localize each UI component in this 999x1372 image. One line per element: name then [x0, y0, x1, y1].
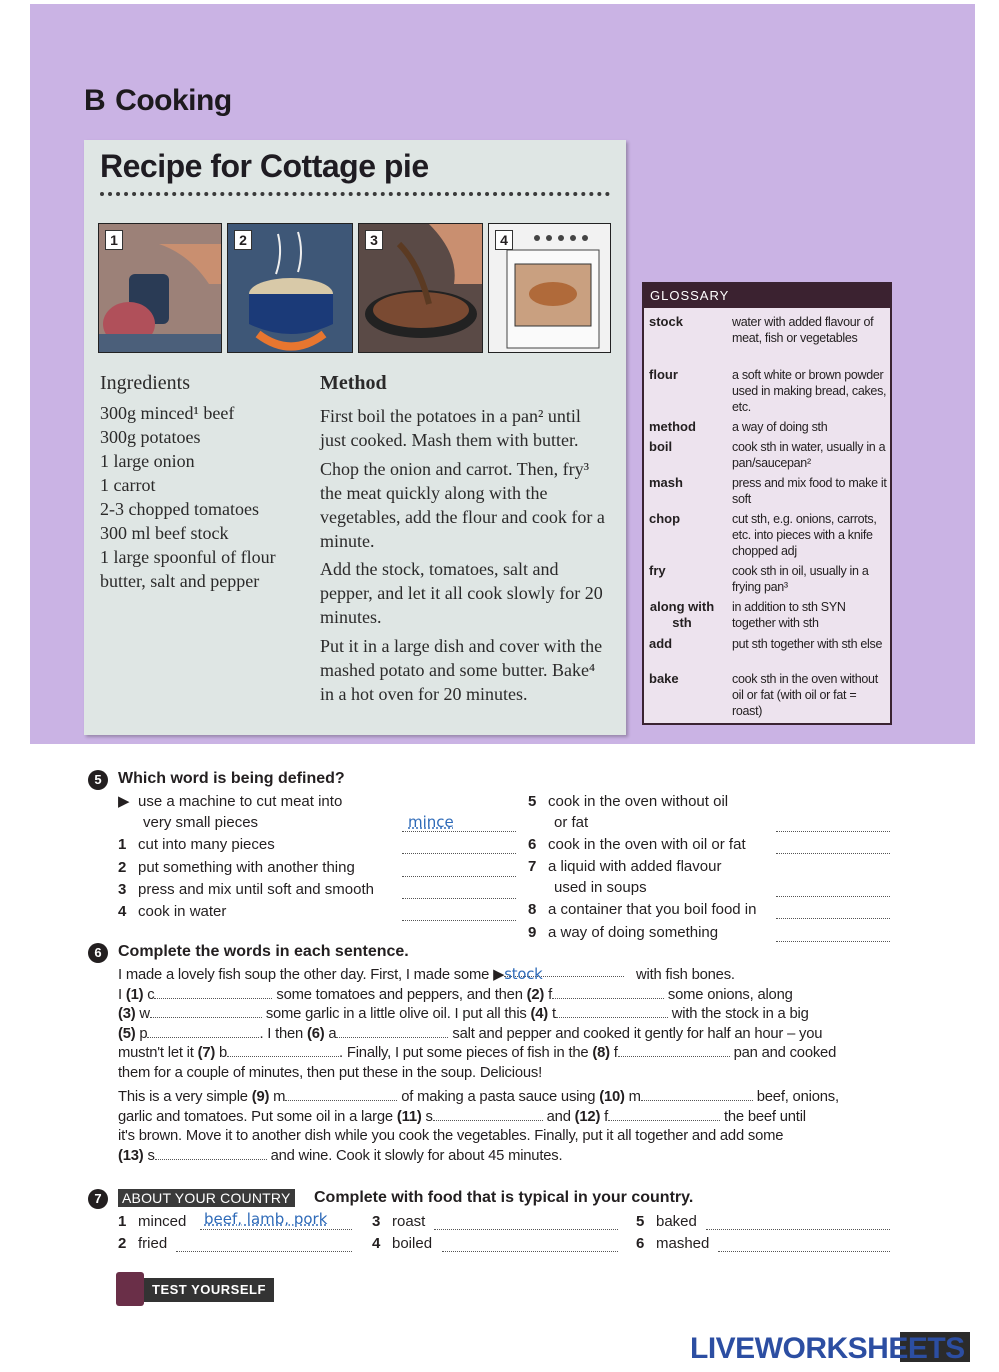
- exercise-heading: Complete the words in each sentence.: [118, 943, 409, 960]
- glossary-definition: press and mix food to make it soft: [732, 476, 887, 506]
- glossary-heading: GLOSSARY: [644, 284, 890, 308]
- answer-input[interactable]: [776, 941, 890, 942]
- picture-oven: [488, 223, 611, 353]
- method-step: Add the stock, tomatoes, salt and pepper, and let it all cook slowly for 20 minutes.: [320, 559, 603, 627]
- glossary-word: add: [649, 636, 673, 651]
- ingredient-item: 1 large spoonful of flour: [100, 547, 276, 567]
- ingredient-item: 300g potatoes: [100, 427, 201, 447]
- food-item: 4 boiled: [372, 1235, 433, 1252]
- glossary-definition: cut sth, e.g. onions, carrots, etc. into pieces with a knife chopped adj: [732, 512, 877, 558]
- gap-input[interactable]: [147, 1026, 259, 1038]
- glossary-word: stock: [649, 314, 683, 329]
- question-item: 3 press and mix until soft and smooth: [118, 881, 374, 898]
- exercise-number: 6: [88, 943, 108, 963]
- example-item: ▶ use a machine to cut meat into: [118, 793, 343, 810]
- picture-number: 2: [234, 230, 252, 250]
- paragraph-pasta-sauce: This is a very simple (9) m of making a pasta sauce using (10) m beef, onions, garlic and tomatoes. Put some oil in a large (11) s and (12) f the beef until it's brown. Move it to another dish while you cook the vegetables. Finally, put it all together and add some (13) s and wine. Cook it slowly for about 45 minutes.: [118, 1089, 839, 1164]
- glossary-word: chop: [649, 511, 681, 526]
- ingredient-item: 300 ml beef stock: [100, 523, 229, 543]
- glossary-definition: a way of doing sth: [732, 420, 828, 434]
- gap-input[interactable]: [556, 1006, 668, 1018]
- question-item: 2 put something with another thing: [118, 859, 355, 876]
- answer-input[interactable]: [776, 853, 890, 854]
- food-item: 5 baked: [636, 1213, 697, 1230]
- test-yourself-button[interactable]: TEST YOURSELF: [118, 1278, 274, 1302]
- picture-number: 4: [495, 230, 513, 250]
- gap-input[interactable]: [150, 1006, 262, 1018]
- answer-input[interactable]: [776, 831, 890, 832]
- gap-input[interactable]: [433, 1109, 543, 1121]
- glossary-definition: put sth together with sth else: [732, 637, 883, 651]
- ingredient-item: 2-3 chopped tomatoes: [100, 499, 259, 519]
- glossary-definition: cook sth in oil, usually in a frying pan³: [732, 564, 869, 594]
- picture-number: 3: [365, 230, 383, 250]
- exercise-number: 7: [88, 1189, 108, 1209]
- answer-input[interactable]: [402, 876, 516, 877]
- gap-input[interactable]: [336, 1026, 448, 1038]
- gap-input[interactable]: [154, 987, 272, 999]
- answer-input[interactable]: [176, 1251, 352, 1252]
- answer-input[interactable]: [718, 1251, 890, 1252]
- answer-input[interactable]: [706, 1229, 890, 1230]
- method-step: First boil the potatoes in a pan² until just cooked. Mash them with butter.: [320, 406, 581, 450]
- ingredient-item: butter, salt and pepper: [100, 571, 260, 591]
- exercise-heading: Complete with food that is typical in your country.: [314, 1189, 694, 1206]
- question-item: 7 a liquid with added flavour: [528, 858, 722, 875]
- food-item: 6 mashed: [636, 1235, 710, 1252]
- glossary-definition: in addition to sth SYN together with sth: [732, 600, 846, 630]
- glossary-word: along with sth: [649, 599, 715, 630]
- gap-input[interactable]: [227, 1045, 339, 1057]
- food-item: 2 fried: [118, 1235, 168, 1252]
- exercise-heading: Which word is being defined?: [118, 770, 345, 787]
- example-answer: beef, lamb, pork: [204, 1210, 328, 1228]
- glossary-definition: cook sth in the oven without oil or fat (with oil or fat = roast): [732, 672, 878, 718]
- gap-input[interactable]: [641, 1089, 753, 1101]
- question-item: 8 a container that you boil food in: [528, 901, 757, 918]
- about-your-country-tag: ABOUT YOUR COUNTRY: [118, 1189, 295, 1207]
- question-item-cont: or fat: [554, 814, 589, 831]
- answer-input[interactable]: [402, 920, 516, 921]
- liveworksheets-logo[interactable]: LIVEWORKSHEETS: [690, 1332, 965, 1365]
- question-item: 5 cook in the oven without oil: [528, 793, 729, 810]
- dotted-divider: [100, 192, 610, 198]
- picture-frying: [358, 223, 483, 353]
- ingredient-item: 300g minced¹ beef: [100, 403, 235, 423]
- gap-input[interactable]: [155, 1148, 267, 1160]
- method-heading: Method: [320, 372, 387, 394]
- gap-input[interactable]: [618, 1045, 730, 1057]
- question-item: 6 cook in the oven with oil or fat: [528, 836, 746, 853]
- glossary-word: flour: [649, 367, 678, 382]
- ingredient-item: 1 large onion: [100, 451, 195, 471]
- example-item-cont: very small pieces: [143, 814, 259, 831]
- answer-input[interactable]: [402, 898, 516, 899]
- answer-input[interactable]: [402, 853, 516, 854]
- gap-input[interactable]: [608, 1109, 720, 1121]
- exercise-number: 5: [88, 770, 108, 790]
- food-item: 3 roast: [372, 1213, 426, 1230]
- glossary-word: method: [649, 419, 696, 434]
- gap-input[interactable]: [552, 987, 664, 999]
- paragraph-fish-soup: I made a lovely fish soup the other day. First, I made some ▶stock with fish bones. I (1) c some tomatoes and peppers, and then (2) f some onions, along (3) w some garlic in a little olive oil. I put all this (4) t with the stock in a big (5) p . I then (6) a salt and pepper and cooked it gently for half an hour – you mustn't let it (7) b . Finally, I put some pieces of fish in the (8) f pan and cooked them for a couple of minutes, then put these in the soup. Delicious!: [118, 966, 837, 1081]
- glossary-word: mash: [649, 475, 683, 490]
- glossary-definition: water with added flavour of meat, fish or vegetables: [732, 315, 874, 345]
- section-title: B Cooking: [84, 84, 232, 117]
- glossary-word: bake: [649, 671, 679, 686]
- picture-number: 1: [105, 230, 123, 250]
- ingredients-heading: Ingredients: [100, 372, 190, 394]
- question-item: 1 cut into many pieces: [118, 836, 275, 853]
- answer-input[interactable]: [434, 1229, 618, 1230]
- recipe-title: Recipe for Cottage pie: [100, 148, 429, 184]
- question-item-cont: used in soups: [554, 879, 647, 896]
- question-item: 4 cook in water: [118, 903, 227, 920]
- example-answer-gap: stock: [504, 965, 624, 977]
- picture-mincer: [98, 223, 222, 353]
- method-step: Put it in a large dish and cover with the mashed potato and some butter. Bake⁴ in a hot oven for 20 minutes.: [320, 636, 603, 704]
- ingredient-item: 1 carrot: [100, 475, 156, 495]
- answer-input[interactable]: [442, 1251, 618, 1252]
- answer-input[interactable]: [776, 896, 890, 897]
- picture-pan-boiling: [227, 223, 353, 353]
- food-item: 1 minced: [118, 1213, 187, 1230]
- answer-input[interactable]: [776, 918, 890, 919]
- answer-line: [402, 831, 516, 832]
- glossary-word: boil: [649, 439, 673, 454]
- notebook-icon: [116, 1272, 144, 1306]
- glossary-definition: a soft white or brown powder used in making bread, cakes, etc.: [732, 368, 887, 414]
- method-step: Chop the onion and carrot. Then, fry³ the meat quickly along with the vegetables, add the flour and cook for a minute.: [320, 459, 605, 551]
- gap-input[interactable]: [285, 1089, 397, 1101]
- question-item: 9 a way of doing something: [528, 924, 719, 941]
- answer-line: [200, 1229, 352, 1230]
- glossary-word: fry: [649, 563, 666, 578]
- glossary-definition: cook sth in water, usually in a pan/saucepan²: [732, 440, 886, 470]
- example-answer: mince: [408, 813, 454, 831]
